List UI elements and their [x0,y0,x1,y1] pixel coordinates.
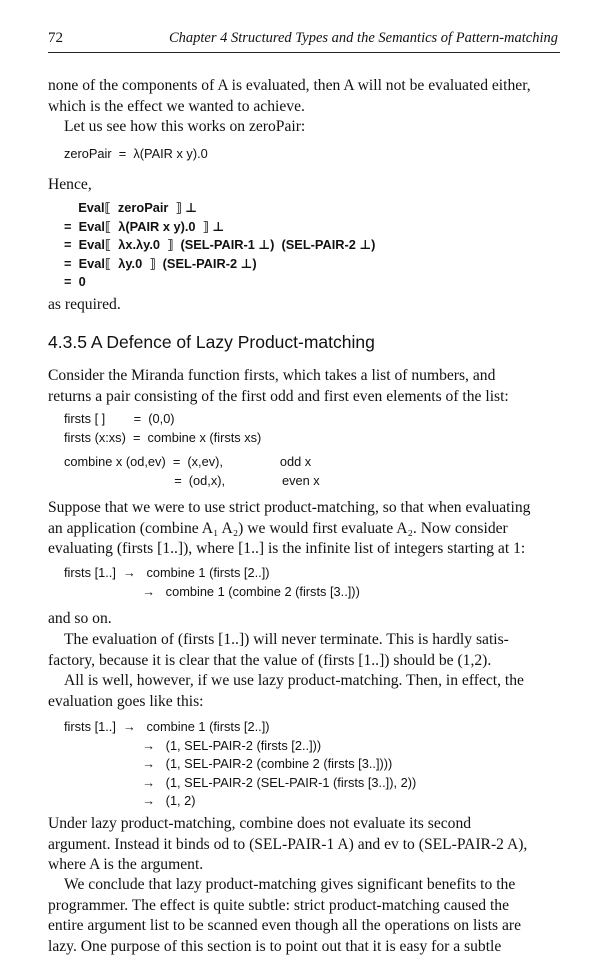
text-line: which is the effect we wanted to achieve. [48,97,305,115]
code-line: zeroPair = λ(PAIR x y).0 [64,146,208,161]
text-line: Consider the Miranda function firsts, which takes a list of numbers, and [48,367,496,384]
text-line: evaluating (firsts [1..]), where [1..] is the infinite list of integers starting at 1: [48,540,526,557]
code-line: → combine 1 (combine 2 (firsts [3..])) [64,583,360,599]
text-line: Hence, [48,176,92,193]
section-heading: 4.3.5 A Defence of Lazy Product-matching [48,332,375,352]
paragraph-8 [48,875,560,957]
text-line: We conclude that lazy product-matching gives significant benefits to the [64,876,516,893]
and-so-on-text [48,609,560,630]
code-line: firsts (x:xs) = combine x (firsts xs) [64,429,262,445]
code-line: → (1, SEL-PAIR-2 (SEL-PAIR-1 (firsts [3..]), 2)) [64,774,417,790]
text-line: The evaluation of (firsts [1..]) will never terminate. This is hardly satis- [64,631,509,648]
code-lazy-eval [64,718,416,811]
code-zeropair [64,145,208,164]
running-title: Chapter 4 Structured Types and the Semantics of Pattern-matching [168,30,558,46]
text-line: evaluation goes like this: [48,692,204,710]
text-line: factory, because it is clear that the value of (firsts [1..]) should be (1,2). [48,651,492,669]
code-line: = (od,x), even x [64,472,320,488]
paragraph-6 [48,671,560,712]
derivation-line: Eval⟦ zeroPair ⟧ ⊥ [64,200,197,215]
text-line: Under lazy product-matching, combine does not evaluate its second [48,815,472,832]
code-firsts [64,410,261,447]
paragraph-2 [48,117,560,138]
code-line: firsts [ ] = (0,0) [64,411,175,426]
as-required-text [48,295,560,316]
text-line: returns a pair consisting of the first odd and first even elements of the list: [48,387,509,405]
text-line: Suppose that we were to use strict product-matching, so that when evaluating [48,499,531,516]
derivation-line: = Eval⟦ λx.λy.0 ⟧ (SEL-PAIR-1 ⊥) (SEL-PAIR-2 ⊥) [64,237,376,252]
running-header [48,30,560,53]
derivation-line: = 0 [64,274,86,289]
code-combine [64,453,320,490]
code-line: → (1, 2) [64,793,196,808]
derivation-line: = Eval⟦ λy.0 ⟧ (SEL-PAIR-2 ⊥) [64,255,257,271]
text-line: argument. Instead it binds od to (SEL-PAIR-1 A) and ev to (SEL-PAIR-2 A), [48,835,528,853]
code-strict-eval [64,564,360,601]
text-line: All is well, however, if we use lazy product-matching. Then, in effect, the [64,672,524,689]
code-line: → (1, SEL-PAIR-2 (combine 2 (firsts [3..]))) [64,756,393,771]
code-line: → (1, SEL-PAIR-2 (firsts [2..])) [64,737,322,753]
text-line: programmer. The effect is quite subtle: strict product-matching caused the [48,896,510,914]
derivation-line: = Eval⟦ λ(PAIR x y).0 ⟧ ⊥ [64,218,225,234]
text-line: entire argument list to be scanned even though all the operations on lists are [48,917,522,934]
paragraph-7 [48,814,560,876]
paragraph-3 [48,366,560,407]
text-line: where A is the argument. [48,856,204,873]
text-line: an application (combine A₁ A₂) we would first evaluate A₂. Now consider [48,519,508,537]
text-line: and so on. [48,610,112,627]
eval-derivation [64,199,375,292]
code-line: firsts [1..] → combine 1 (firsts [2..]) [64,565,270,580]
text-line: lazy. One purpose of this section is to point out that it is easy for a subtle [48,937,502,955]
paragraph-4 [48,498,560,560]
code-line: combine x (od,ev) = (x,ev), odd x [64,454,312,469]
paragraph-1 [48,76,560,117]
hence-text [48,175,560,196]
text-line: as required. [48,296,121,313]
page-number: 72 [48,30,63,46]
code-line: firsts [1..] → combine 1 (firsts [2..]) [64,719,270,734]
text-line: none of the components of A is evaluated, then A will not be evaluated either, [48,77,531,94]
text-line: Let us see how this works on zeroPair: [64,118,306,135]
paragraph-5 [48,630,560,671]
